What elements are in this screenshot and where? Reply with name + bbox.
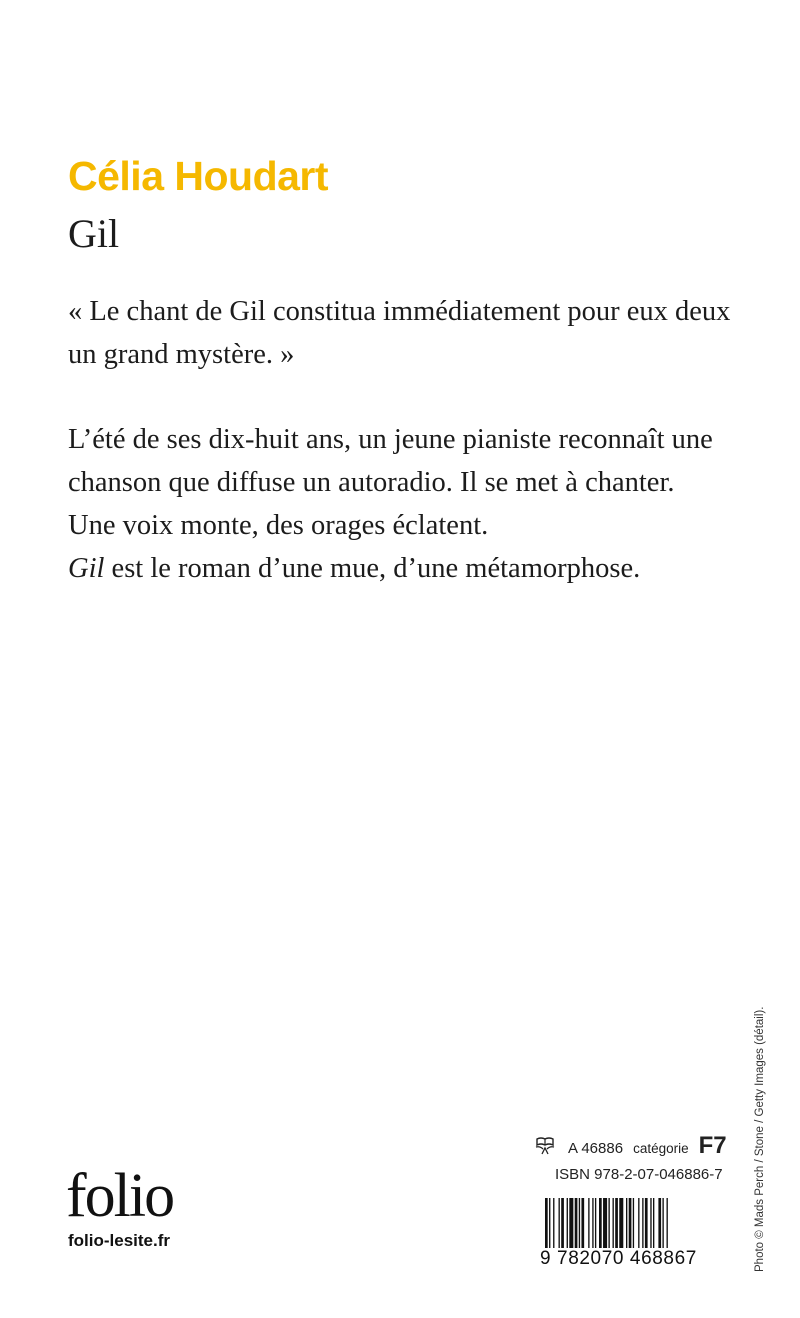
publisher-logo: folio bbox=[66, 1162, 174, 1230]
description-line: chanson que diffuse un autoradio. Il se met à chanter. bbox=[68, 467, 675, 498]
description-line bbox=[68, 547, 768, 590]
barcode-digits: 9 782070 468867 bbox=[540, 1248, 720, 1270]
description-line-rest: est le roman d’une mue, d’une métamorphose. bbox=[104, 553, 641, 584]
description-line: Une voix monte, des orages éclatent. bbox=[68, 510, 489, 541]
pull-quote: « Le chant de Gil constitua immédiatement pour eux deux un grand mystère. » bbox=[68, 296, 731, 370]
title-italic: Gil bbox=[68, 553, 105, 584]
catalog-row bbox=[534, 1132, 727, 1160]
gallimard-logo-icon bbox=[534, 1137, 556, 1155]
photo-credit: Photo © Mads Perch / Stone / Getty Images (détail). bbox=[754, 1006, 766, 1272]
isbn: ISBN 978-2-07-046886-7 bbox=[555, 1166, 723, 1183]
author-name: Célia Houdart bbox=[68, 153, 329, 199]
category-code: F7 bbox=[698, 1132, 727, 1159]
publisher-website: folio-lesite.fr bbox=[68, 1231, 171, 1250]
category-label: catégorie bbox=[633, 1141, 689, 1156]
catalog-code: A 46886 bbox=[568, 1140, 624, 1157]
book-description bbox=[68, 418, 768, 590]
book-title: Gil bbox=[68, 211, 120, 256]
description-line: L’été de ses dix-huit ans, un jeune pianiste reconnaît une bbox=[68, 424, 713, 455]
